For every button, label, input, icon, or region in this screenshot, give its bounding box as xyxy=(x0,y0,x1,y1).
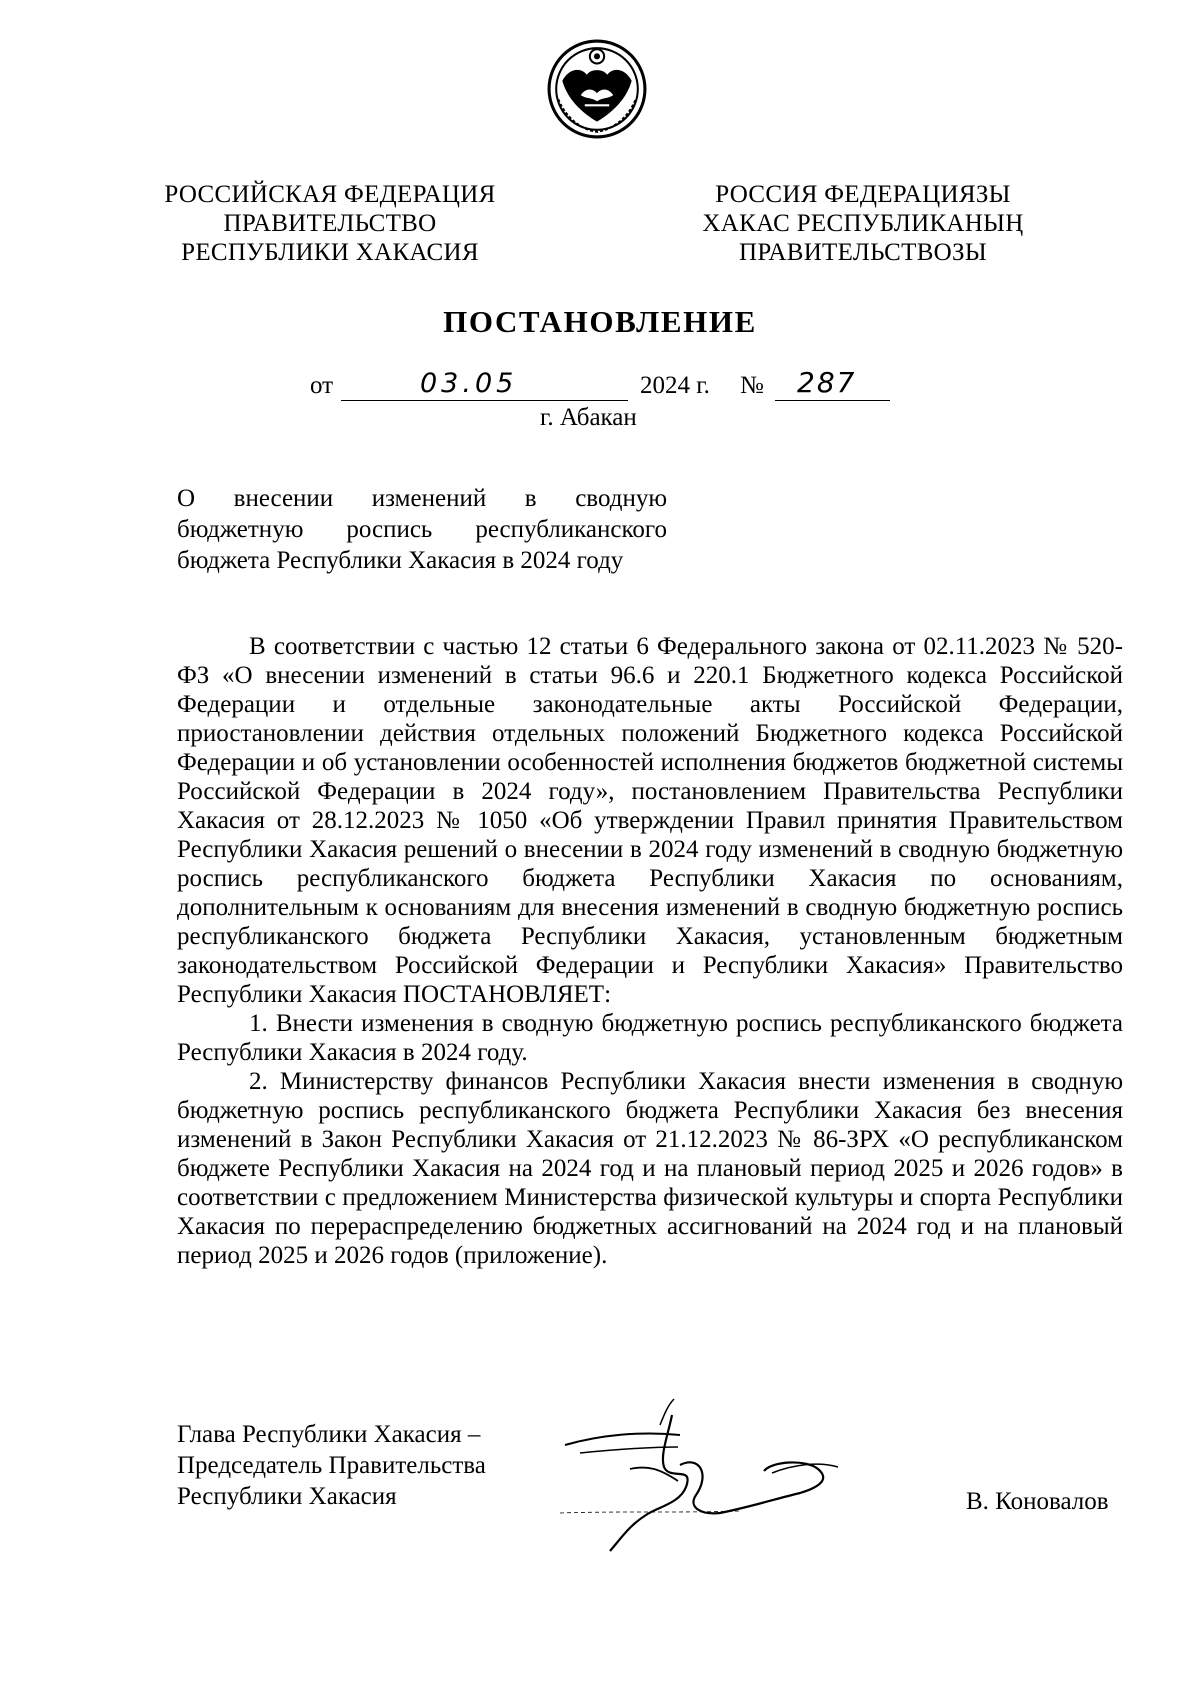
header-left-line: РОССИЙСКАЯ ФЕДЕРАЦИЯ xyxy=(164,181,496,208)
date-from-label: от xyxy=(310,372,334,399)
subject-line: О внесении изменений в сводную xyxy=(177,485,667,512)
body-paragraph-preamble: В соответствии с частью 12 статьи 6 Федерального закона от 02.11.2023 № 520-ФЗ «О внесении изменений в статьи 96.6 и 220.1 Бюджетного кодекса Российской Федерации и отдельные законодательные акты Российской Федерации, приостановлении действия отдельных положений Бюджетного кодекса Российской Федерации и об установлении особенностей исполнения бюджетов бюджетной системы Российской Федерации в 2024 году», постановлением Правительства Республики Хакасия от 28.12.2023 № 1050 «Об утверждении Правил принятия Правительством Республики Хакасия решений о внесении в 2024 году изменений в сводную бюджетную роспись республиканского бюджета Республики Хакасия по основаниям, дополнительным к основаниям для внесения изменений в сводную бюджетную роспись республиканского бюджета Республики Хакасия, установленным бюджетным законодательством Российской Федерации и Республики Хакасия» Правительство Республики Хакасия ПОСТАНОВЛЯЕТ: xyxy=(177,633,1123,1008)
body-paragraph-item-2: 2. Министерству финансов Республики Хакасия внести изменения в сводную бюджетную роспись республиканского бюджета Республики Хакасия без внесения изменений в Закон Республики Хакасия от 21.12.2023 № 86-ЗРХ «О республиканском бюджете Республики Хакасия на 2024 год и на плановый период 2025 и 2026 годов» в соответствии с предложением Министерства физической культуры и спорта Республики Хакасия по перераспределению бюджетных ассигнований на 2024 год и на плановый период 2025 и 2026 годов (приложение). xyxy=(177,1068,1123,1269)
year-label: 2024 г. xyxy=(640,372,710,399)
document-title: ПОСТАНОВЛЕНИЕ xyxy=(443,304,757,339)
signatory-position-line: Председатель Правительства xyxy=(177,1452,486,1479)
date-underline xyxy=(341,400,628,401)
header-right-line: РОССИЯ ФЕДЕРАЦИЯЗЫ xyxy=(715,181,1011,208)
subject-line: бюджета Республики Хакасия в 2024 году xyxy=(177,547,624,574)
header-right xyxy=(688,180,1038,267)
signatory-position-line: Глава Республики Хакасия – xyxy=(177,1421,481,1448)
header-right-line: ХАКАС РЕСПУБЛИКАНЫҢ xyxy=(702,210,1024,237)
header-left-line: РЕСПУБЛИКИ ХАКАСИЯ xyxy=(181,239,479,266)
number-underline xyxy=(775,400,890,401)
city-label: г. Абакан xyxy=(540,404,637,431)
header-left xyxy=(155,180,505,267)
handwritten-number: 287 xyxy=(797,366,857,399)
handwritten-signature xyxy=(560,1395,940,1555)
header-left-line: ПРАВИТЕЛЬСТВО xyxy=(223,210,437,237)
body-paragraph-item-1: 1. Внести изменения в сводную бюджетную роспись республиканского бюджета Республики Хакасия в 2024 году. xyxy=(177,1010,1123,1066)
number-sign: № xyxy=(740,372,764,399)
handwritten-date: 03.05 xyxy=(420,368,518,399)
header-right-line: ПРАВИТЕЛЬСТВОЗЫ xyxy=(739,239,987,266)
signatory-position-line: Республики Хакасия xyxy=(177,1483,397,1510)
decree-body xyxy=(177,632,1123,1270)
subject-line: бюджетную роспись республиканского xyxy=(177,516,667,543)
signatory-position xyxy=(177,1419,486,1512)
decree-subject xyxy=(177,483,667,576)
khakassia-coat-of-arms-icon xyxy=(546,38,648,140)
signatory-name: В. Коновалов xyxy=(966,1488,1109,1515)
